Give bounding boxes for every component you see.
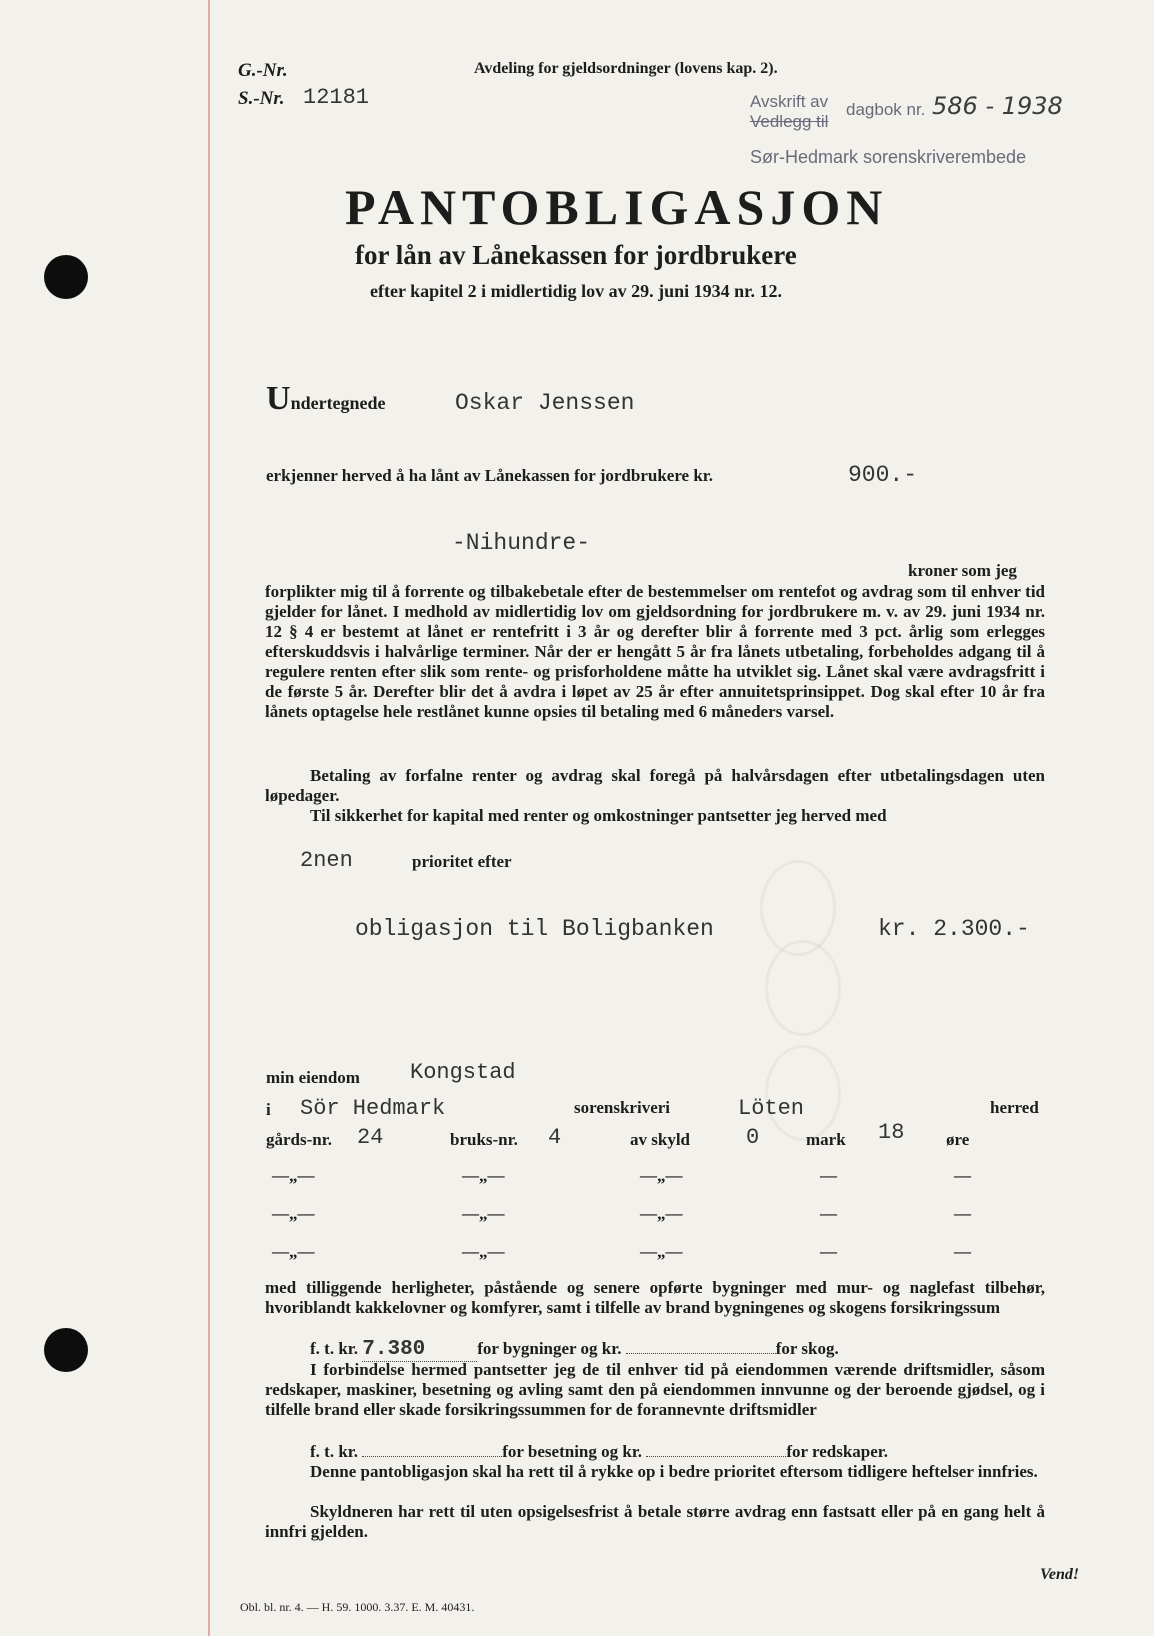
priority-item-amount: kr. 2.300.- <box>878 916 1030 942</box>
g-nr-label: G.-Nr. <box>238 60 288 81</box>
dash-mark: — <box>954 1166 971 1185</box>
payment-text: Betaling av forfalne renter og avdrag skal foregå på halvårsdagen efter utbetalingsdagen uten løpedager. <box>265 766 1045 805</box>
forest-value-blank <box>626 1353 776 1354</box>
ditto-mark: —„— <box>272 1204 315 1223</box>
ore-label: øre <box>946 1130 970 1149</box>
bleed-through-mark <box>765 940 841 1036</box>
bleed-through-mark <box>765 1045 841 1141</box>
law-reference: efter kapitel 2 i midlertidig lov av 29. juni 1934 nr. 12. <box>370 281 782 301</box>
document-title: PANTOBLIGASJON <box>345 179 889 235</box>
s-nr-value: 12181 <box>303 85 370 110</box>
bruks-value: 4 <box>548 1125 562 1150</box>
ditto-mark: —„— <box>640 1166 683 1185</box>
ditto-mark: —„— <box>462 1242 505 1261</box>
debtor-label-rest: ndertegnede <box>290 393 386 413</box>
debtor-name: Oskar Jenssen <box>455 390 635 416</box>
district-label: i <box>266 1100 271 1119</box>
document-subtitle: for lån av Lånekassen for jordbrukere <box>355 240 797 270</box>
acknowledge-text: erkjenner herved å ha lånt av Lånekassen for jordbrukere kr. <box>266 466 714 485</box>
for-forest-label: for skog. <box>775 1339 839 1358</box>
besetning-value-blank <box>362 1456 502 1457</box>
gards-value: 24 <box>357 1125 384 1150</box>
gards-label: gårds-nr. <box>266 1130 332 1149</box>
district-value: Sör Hedmark <box>300 1096 446 1121</box>
for-redskaper-label: for redskaper. <box>786 1442 889 1461</box>
security-paragraph <box>265 806 1045 826</box>
priority-item: obligasjon til Boligbanken <box>355 916 714 942</box>
for-buildings-label: for bygninger og kr. <box>477 1339 622 1358</box>
priority-rights-text: Denne pantobligasjon skal ha rett til å rykke op i bedre prioritet eftersom tidligere heftelser innfries. <box>310 1462 1038 1481</box>
mark-value: 18 <box>878 1120 905 1145</box>
dash-mark: — <box>954 1204 971 1223</box>
loan-amount-words: -Nihundre- <box>452 530 591 556</box>
dagbok-value: 586 - 1938 <box>932 92 1063 120</box>
building-value: 7.380 <box>362 1338 477 1362</box>
punch-hole-bottom <box>44 1328 88 1372</box>
ft-label: f. t. kr. <box>310 1339 359 1358</box>
prepayment-paragraph <box>265 1502 1045 1542</box>
dagbok-label: dagbok nr. <box>846 100 926 119</box>
debtor-label-initial: U <box>266 380 291 417</box>
herred-value: Löten <box>738 1096 805 1121</box>
loan-terms-paragraph: forplikter mig til å forrente og tilbakebetale efter de bestemmelser om rentefot og avdrag som til enhver tid gjelder for lånet. I medhold av midlertidig lov om gjeldsordning for jordbrukere m. v. av 29. juni 1934 nr. 12 § 4 er bestemt at lånet er rentefritt i 3 år og derefter blir å forrente med 3 pct. årlig som erlegges efterskuddsvis i halvårlige terminer. Når der er hengått 5 år fra lånets utbetaling, forbeholdes adgang til å regulere renten efter slik som rente- og prisforholdene måtte ha utviklet sig. Lånet skal være avdragsfritt i de første 5 år. Derefter blir det å avdra i løpet av 25 år efter annuitetsprinsippet. Dog skal efter 10 år fra lånets optagelse hele restlånet kunne opsies til betaling med 6 måneders varsel. <box>265 582 1045 721</box>
priority-rights-paragraph <box>265 1462 1045 1482</box>
mark-label: mark <box>806 1130 846 1149</box>
property-name: Kongstad <box>410 1060 516 1085</box>
ditto-mark: —„— <box>462 1204 505 1223</box>
ft-label: f. t. kr. <box>310 1442 359 1461</box>
s-nr-label: S.-Nr. <box>238 88 285 109</box>
print-code: Obl. bl. nr. 4. — H. 59. 1000. 3.37. E. M. 40431. <box>240 1600 475 1614</box>
property-label: min eiendom <box>266 1068 360 1087</box>
priority-label: prioritet efter <box>412 852 512 871</box>
payment-paragraph <box>265 766 1045 806</box>
margin-line <box>208 0 210 1636</box>
punch-hole-top <box>44 255 88 299</box>
operating-assets-text: I forbindelse hermed pantsetter jeg de til enhver tid på eiendommen værende driftsmidler, såsom redskaper, maskiner, besetning og avling samt den på eiendommen innvunne og der beroende gjødsel, og i tilfelle brand eller skade forsikringssummen for de forannevnte driftsmidler <box>265 1360 1045 1419</box>
ditto-mark: —„— <box>640 1242 683 1261</box>
stamp-vedlegg: Vedlegg til <box>750 112 829 131</box>
security-text: Til sikkerhet for kapital med renter og omkostninger pantsetter jeg herved med <box>310 806 887 825</box>
debtor-label <box>266 380 386 418</box>
operating-assets-paragraph <box>265 1360 1045 1420</box>
ditto-mark: —„— <box>272 1166 315 1185</box>
kroner-text: kroner som jeg <box>908 561 1017 580</box>
for-besetning-label: for besetning og kr. <box>502 1442 643 1461</box>
dash-mark: — <box>820 1204 837 1223</box>
sorenskriveri-label: sorenskriveri <box>574 1098 671 1117</box>
office-stamp: Sør-Hedmark sorenskriverembede <box>750 147 1027 167</box>
dash-mark: — <box>820 1242 837 1261</box>
appurtenances-paragraph: med tilliggende herligheter, påstående og senere opførte bygninger med mur- og naglefast tilbehør, hvoriblandt kakkelovner og komfyrer, samt i tilfelle av brand bygningenes og skogens forsikringssum <box>265 1278 1045 1317</box>
ditto-mark: —„— <box>640 1204 683 1223</box>
ditto-mark: —„— <box>272 1242 315 1261</box>
stamp-avskrift: Avskrift av <box>750 92 829 111</box>
skyld-label: av skyld <box>630 1130 690 1149</box>
ditto-mark: —„— <box>462 1166 505 1185</box>
bruks-label: bruks-nr. <box>450 1130 518 1149</box>
priority-value: 2nen <box>300 848 353 873</box>
skyld-value: 0 <box>746 1125 760 1150</box>
redskaper-value-blank <box>646 1456 786 1457</box>
dash-mark: — <box>954 1242 971 1261</box>
assets-insurance-line <box>310 1442 888 1462</box>
insurance-line <box>310 1338 839 1362</box>
dash-mark: — <box>820 1166 837 1185</box>
herred-label: herred <box>990 1098 1039 1117</box>
loan-amount: 900.- <box>848 462 918 488</box>
prepayment-text: Skyldneren har rett til uten opsigelsesfrist å betale større avdrag enn fastsatt eller på en gang helt å innfri gjelden. <box>265 1502 1045 1541</box>
department-heading: Avdeling for gjeldsordninger (lovens kap. 2). <box>474 60 778 77</box>
vend-note: Vend! <box>1040 1566 1080 1583</box>
